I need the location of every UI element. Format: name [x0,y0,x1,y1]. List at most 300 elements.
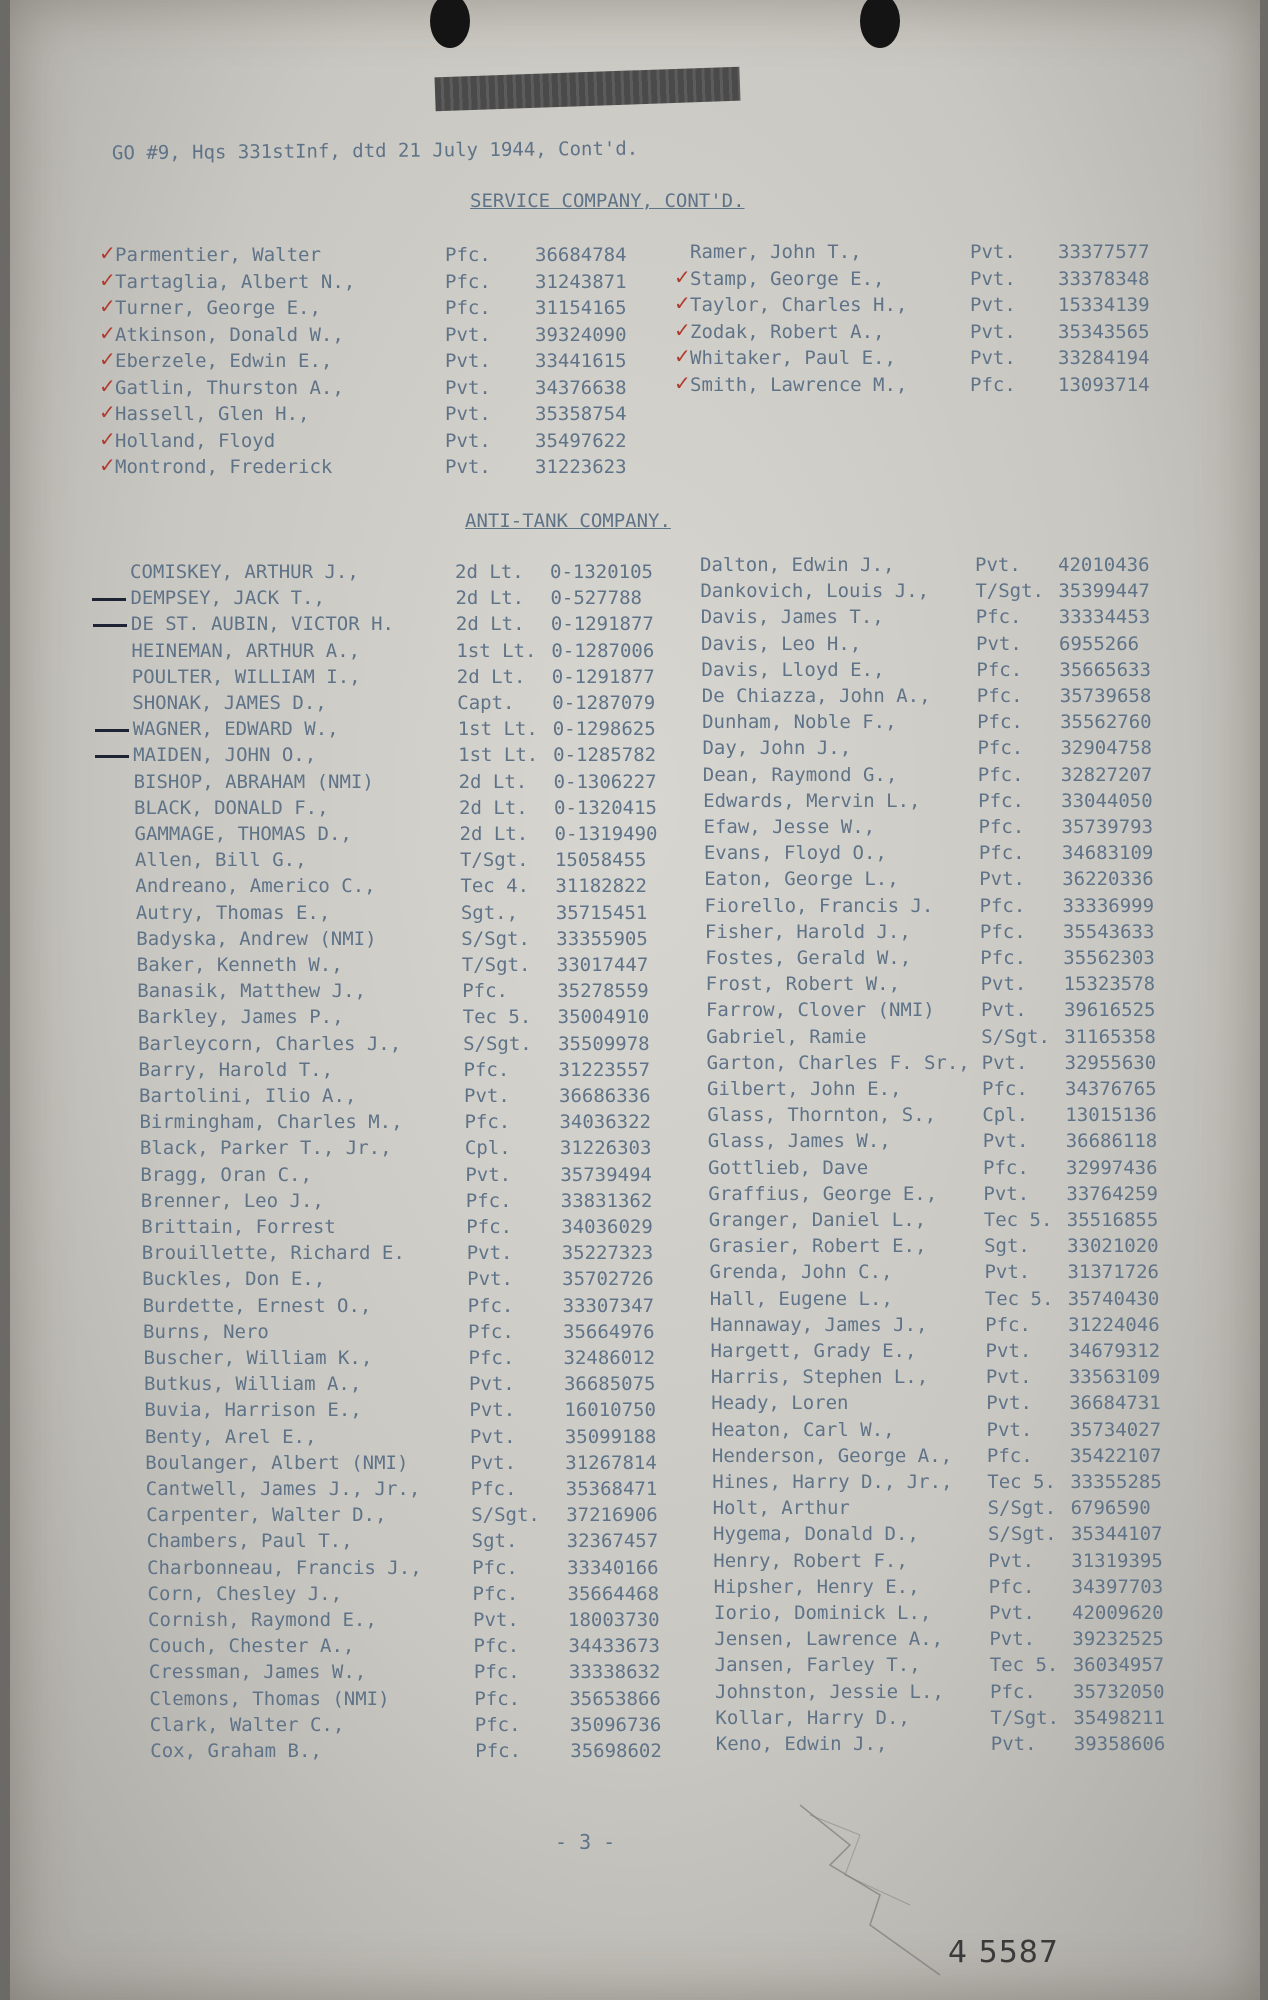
roster-name: Carpenter, Walter D., [146,1504,387,1527]
roster-serial: 32367457 [566,1530,659,1553]
roster-rank: Tec 5. [462,1006,532,1029]
roster-entry [143,1320,703,1344]
roster-entry [709,1234,1229,1258]
roster-name: Gatlin, Thurston A., [115,376,344,399]
roster-rank: Pfc. [465,1189,512,1212]
roster-serial: 39324090 [535,323,627,346]
roster-serial: 34433673 [568,1635,660,1658]
roster-name: Garton, Charles F. Sr., [706,1051,970,1074]
roster-serial: 35739793 [1061,816,1154,838]
roster-serial: 35227323 [561,1242,654,1265]
roster-entry [714,1627,1234,1651]
roster-entry [140,1163,700,1187]
roster-entry [714,1601,1234,1625]
roster-serial: 13015136 [1065,1104,1157,1127]
roster-serial: 35664976 [563,1320,655,1343]
roster-name: Black, Parker T., Jr., [139,1137,392,1160]
roster-serial: 33563109 [1068,1366,1161,1389]
roster-name: De Chiazza, John A., [701,685,931,707]
roster-serial: 36686336 [559,1085,651,1107]
roster-name: Zodak, Robert A., [690,320,885,343]
roster-name: Henderson, George A., [711,1444,953,1467]
roster-entry [148,1634,708,1658]
roster-rank: Pvt. [445,376,491,399]
roster-name: Butkus, William A., [143,1373,362,1396]
roster-entry [707,1051,1227,1075]
roster-rank: Pvt. [465,1163,512,1186]
roster-name: Boulanger, Albert (NMI) [145,1451,409,1474]
red-check-mark: ✓ [99,400,116,424]
roster-entry [134,770,694,794]
roster-entry [144,1372,704,1396]
roster-serial: 0-527788 [550,587,642,610]
roster-entry [132,665,692,689]
roster-rank: Pfc. [466,1216,513,1238]
roster-rank: Pvt. [970,294,1016,316]
roster-serial: 35278559 [557,980,649,1003]
roster-name: Buscher, William K., [143,1347,373,1369]
roster-entry [115,429,675,453]
roster-name: Hall, Eugene L., [709,1287,893,1310]
roster-serial: 32997436 [1066,1156,1158,1179]
roster-rank: Sgt., [460,901,519,924]
roster-serial: 16010750 [564,1399,656,1422]
red-check-mark: ✓ [99,347,116,371]
pen-dash-mark [93,624,127,627]
roster-serial: 15058455 [554,849,647,872]
roster-rank: Pvt. [473,1609,519,1631]
roster-rank: T/Sgt. [459,849,529,872]
roster-rank: T/Sgt. [461,954,531,976]
roster-name: Taylor, Charles H., [690,294,908,316]
roster-name: Harris, Stephen L., [710,1366,929,1389]
roster-serial: 35368471 [565,1478,658,1500]
roster-entry [707,1103,1227,1127]
roster-entry [146,1477,706,1501]
roster-entry [136,927,696,951]
roster-serial: 0-1285782 [553,744,657,767]
roster-rank: Pvt. [464,1085,510,1107]
roster-name: Dalton, Edwin J., [700,554,895,576]
roster-entry [703,789,1223,813]
document-page [10,0,1260,2000]
roster-rank: Pvt. [981,1051,1028,1074]
roster-serial: 34036322 [559,1111,651,1134]
roster-name: Eaton, George L., [704,868,899,891]
roster-rank: Tec 5. [983,1209,1053,1231]
roster-rank: Pvt. [989,1628,1036,1651]
roster-rank: Pvt. [982,1130,1029,1153]
roster-entry [702,710,1222,734]
roster-name: POULTER, WILLIAM I., [131,665,361,688]
roster-name: Brouillette, Richard E. [141,1242,405,1265]
roster-name: Day, John J., [702,737,852,760]
roster-name: Iorio, Dominick L., [714,1602,932,1624]
roster-entry [139,1084,699,1108]
roster-entry [714,1575,1234,1599]
roster-rank: Pvt. [469,1425,516,1448]
roster-name: Efaw, Jesse W., [703,816,876,838]
roster-entry [115,270,675,294]
roster-name: Cantwell, James J., Jr., [145,1478,421,1500]
roster-entry [149,1687,709,1711]
roster-serial: 35664468 [567,1582,660,1605]
archive-stamp-number: 4 5587 [948,1935,1059,1970]
roster-name: Gilbert, John E., [707,1078,902,1100]
red-check-mark: ✓ [674,291,691,315]
roster-serial: 33377577 [1058,241,1150,263]
roster-serial: 31319395 [1071,1549,1163,1572]
roster-serial: 34679312 [1068,1340,1161,1362]
roster-serial: 42009620 [1072,1602,1164,1624]
roster-name: Buvia, Harrison E., [144,1399,362,1422]
roster-serial: 31243871 [535,270,627,293]
roster-entry [137,953,697,977]
roster-name: Fostes, Gerald W., [705,947,912,969]
roster-rank: Pfc. [472,1556,518,1579]
roster-entry [115,349,675,373]
roster-rank: Pfc. [445,297,491,319]
roster-serial: 33336999 [1062,894,1155,917]
roster-serial: 33307347 [562,1294,655,1317]
roster-rank: Pvt. [469,1399,516,1422]
roster-entry [704,867,1224,891]
roster-name: Henry, Robert F., [713,1549,908,1572]
roster-name: Grasier, Robert E., [709,1235,927,1258]
roster-entry [713,1496,1233,1520]
roster-serial: 35358754 [535,403,627,425]
roster-rank: Pfc. [977,763,1024,786]
roster-rank: 1st Lt. [457,718,538,741]
roster-serial: 35497622 [535,429,627,452]
roster-entry [115,296,675,320]
roster-name: BLACK, DONALD F., [134,796,329,819]
red-check-mark: ✓ [99,453,116,477]
red-check-mark: ✓ [99,320,116,345]
pen-dash-mark [95,755,129,758]
roster-serial: 18003730 [568,1609,660,1631]
roster-name: Smith, Lawrence M., [690,373,908,396]
roster-serial: 33284194 [1058,347,1150,369]
roster-entry [712,1444,1232,1468]
roster-name: Holland, Floyd [115,429,276,452]
roster-rank: S/Sgt. [471,1504,540,1527]
roster-entry [710,1313,1230,1337]
page-number: - 3 - [555,1830,616,1854]
red-check-mark: ✓ [99,294,116,318]
roster-name: Gottlieb, Dave [708,1156,869,1179]
roster-name: Charbonneau, Francis J., [147,1556,422,1579]
roster-rank: Pvt. [989,1602,1035,1624]
roster-entry [150,1713,710,1737]
roster-entry [704,841,1224,865]
roster-entry [147,1529,707,1553]
roster-entry [711,1339,1231,1363]
red-check-mark: ✓ [99,241,116,265]
roster-name: Hygema, Donald D., [712,1523,919,1546]
roster-name: Atkinson, Donald W., [115,323,344,346]
roster-entry [133,743,693,767]
roster-name: WAGNER, EDWARD W., [132,718,339,741]
roster-rank: Pfc. [970,373,1016,396]
roster-rank: Pvt. [445,456,491,478]
roster-entry [150,1739,710,1763]
roster-entry [145,1425,705,1449]
roster-rank: Pvt. [970,347,1016,369]
roster-rank: Pvt. [986,1418,1033,1441]
roster-entry [115,402,675,426]
roster-rank: Tec 5. [984,1287,1054,1310]
roster-name: Montrond, Frederick [115,456,333,478]
roster-serial: 33764259 [1066,1182,1158,1205]
roster-entry [142,1241,702,1265]
roster-name: HEINEMAN, ARTHUR A., [131,639,361,662]
roster-serial: 0-1291877 [550,613,654,636]
roster-serial: 32955630 [1064,1051,1157,1074]
roster-serial: 35698602 [570,1740,662,1762]
roster-name: Cressman, James W., [148,1661,367,1684]
roster-rank: Pfc. [985,1313,1031,1336]
roster-entry [139,1110,699,1134]
roster-serial: 13093714 [1058,373,1150,396]
roster-name: Burdette, Ernest O., [142,1294,372,1317]
roster-name: Fisher, Harold J., [704,920,911,943]
roster-name: Hannaway, James J., [710,1313,928,1336]
roster-entry [708,1182,1228,1206]
roster-name: Heaton, Carl W., [711,1418,895,1441]
roster-rank: Pfc. [445,244,491,266]
roster-name: GAMMAGE, THOMAS D., [134,823,352,845]
roster-name: Keno, Edwin J., [715,1733,888,1755]
roster-name: Eberzele, Edwin E., [115,350,333,372]
roster-serial: 34683109 [1061,842,1154,865]
roster-entry [136,901,696,925]
roster-name: COMISKEY, ARTHUR J., [130,561,359,583]
roster-rank: Pfc. [976,658,1023,681]
roster-serial: 32486012 [563,1347,656,1369]
roster-name: Buckles, Don E., [142,1268,326,1291]
roster-rank: Pvt. [980,999,1027,1022]
roster-entry [715,1653,1235,1677]
roster-name: Granger, Daniel L., [708,1209,927,1231]
roster-serial: 35665633 [1059,658,1151,681]
roster-entry [115,376,675,400]
roster-name: Stamp, George E., [690,267,885,290]
roster-entry [713,1522,1233,1546]
roster-entry [139,1058,699,1082]
roster-serial: 37216906 [566,1504,658,1527]
roster-serial: 0-1287006 [551,639,655,662]
roster-serial: 33378348 [1058,267,1150,290]
roster-entry [709,1260,1229,1284]
roster-rank: 2d Lt. [455,587,525,610]
roster-entry [146,1503,706,1527]
roster-rank: 2d Lt. [455,561,524,583]
roster-entry [705,920,1225,944]
roster-rank: Pfc. [470,1478,517,1500]
roster-serial: 32827207 [1060,763,1153,786]
roster-rank: Pvt. [445,403,491,425]
red-check-mark: ✓ [674,317,691,342]
roster-serial: 33831362 [560,1189,653,1212]
roster-entry [690,373,1220,397]
roster-serial: 35562760 [1060,711,1152,734]
roster-entry [144,1398,704,1422]
roster-name: Barleycorn, Charles J., [138,1032,402,1055]
roster-name: Whitaker, Paul E., [690,347,896,369]
roster-serial: 33338632 [568,1661,661,1684]
roster-rank: Pvt. [445,323,491,346]
roster-name: Evans, Floyd O., [703,842,887,865]
roster-rank: Tec 5. [987,1471,1056,1493]
roster-serial: 35498211 [1073,1706,1165,1729]
roster-entry [706,998,1226,1022]
roster-name: Hargett, Grady E., [710,1340,917,1362]
roster-entry [131,639,691,663]
roster-serial: 0-1319490 [554,823,658,845]
roster-name: Corn, Chesley J., [147,1582,343,1605]
roster-entry [148,1608,708,1632]
pen-dash-mark [95,729,129,732]
roster-serial: 35734027 [1069,1418,1162,1441]
roster-rank: Pfc. [474,1687,521,1710]
roster-name: Burns, Nero [143,1320,269,1343]
roster-entry [115,323,675,347]
roster-entry [708,1156,1228,1180]
roster-name: Graffius, George E., [708,1182,938,1205]
roster-serial: 39232525 [1072,1628,1164,1651]
red-check-mark: ✓ [99,373,116,398]
roster-rank: Pfc. [977,711,1023,734]
roster-rank: Pvt. [988,1549,1035,1572]
roster-entry [690,346,1220,370]
red-check-mark: ✓ [674,264,691,289]
roster-serial: 33021020 [1067,1235,1159,1258]
roster-name: Allen, Bill G., [134,849,307,872]
roster-name: Jansen, Farley T., [714,1654,921,1677]
roster-name: Chambers, Paul T., [146,1530,353,1553]
roster-rank: Pvt. [976,632,1022,655]
roster-entry [715,1680,1235,1704]
roster-rank: Pfc. [990,1680,1036,1703]
roster-rank: Pfc. [462,980,508,1003]
roster-rank: Pfc. [979,920,1026,943]
order-header-line: GO #9, Hqs 331stInf, dtd 21 July 1944, Cont'd. [111,137,639,165]
roster-rank: Pfc. [475,1740,522,1762]
roster-serial: 35004910 [557,1006,650,1029]
roster-serial: 0-1320415 [554,796,657,819]
roster-name: Hassell, Glen H., [115,403,310,425]
roster-name: Clark, Walter C., [149,1713,345,1736]
roster-name: Badyska, Andrew (NMI) [136,927,377,950]
roster-serial: 35562303 [1063,947,1155,969]
roster-rank: Pvt. [985,1340,1032,1362]
roster-rank: Pfc. [978,842,1025,865]
roster-entry [710,1287,1230,1311]
roster-serial: 33340166 [567,1556,659,1579]
roster-serial: 31226303 [559,1137,652,1160]
roster-entry [716,1732,1236,1756]
roster-rank: S/Sgt. [981,1025,1050,1048]
roster-entry [700,553,1220,577]
roster-entry [142,1267,702,1291]
roster-entry [141,1215,701,1239]
roster-name: DE ST. AUBIN, VICTOR H. [130,613,394,636]
roster-serial: 35740430 [1067,1287,1160,1310]
roster-serial: 35739658 [1059,685,1152,707]
roster-entry [703,763,1223,787]
roster-rank: Pvt. [445,350,491,372]
roster-name: Farrow, Clover (NMI) [705,999,935,1022]
roster-entry [707,1077,1227,1101]
roster-entry [706,1025,1226,1049]
roster-rank: Cpl. [982,1104,1029,1127]
roster-serial: 35702726 [562,1268,654,1291]
roster-name: Bragg, Oran C., [140,1163,312,1186]
roster-entry [702,684,1222,708]
roster-name: Johnston, Jessie L., [715,1680,944,1703]
roster-rank: 1st Lt. [456,639,537,662]
roster-rank: 2d Lt. [455,613,525,636]
roster-serial: 31223623 [535,456,627,478]
roster-name: Cox, Graham B., [150,1740,322,1762]
punch-hole-right [860,0,900,48]
roster-name: Hipsher, Henry E., [713,1575,920,1598]
roster-entry [143,1294,703,1318]
roster-serial: 36685075 [563,1373,656,1396]
roster-rank: Pfc. [473,1635,520,1658]
roster-serial: 35543633 [1062,920,1155,943]
roster-entry [133,717,693,741]
roster-serial: 33355285 [1070,1471,1162,1493]
roster-entry [115,455,675,479]
roster-name: Banasik, Matthew J., [137,980,366,1003]
roster-entry [131,612,691,636]
roster-serial: 36684784 [535,244,627,266]
anti-tank-company-title: ANTI-TANK COMPANY. [465,510,671,532]
roster-rank: T/Sgt. [975,580,1044,603]
roster-serial: 35509978 [558,1032,650,1055]
roster-name: MAIDEN, JOHN O., [133,744,317,767]
red-check-mark: ✓ [99,426,116,451]
roster-entry [115,243,675,267]
roster-name: Glass, Thornton, S., [707,1104,937,1127]
roster-rank: S/Sgt. [987,1523,1057,1546]
roster-entry [130,586,690,610]
roster-rank: 1st Lt. [458,744,539,767]
roster-rank: Pvt. [986,1392,1032,1415]
roster-rank: T/Sgt. [990,1706,1060,1729]
roster-serial: 15334139 [1058,294,1150,316]
roster-entry [149,1660,709,1684]
roster-serial: 33044050 [1061,789,1153,812]
roster-name: Davis, Leo H., [701,632,862,655]
roster-rank: Sgt. [984,1235,1030,1258]
roster-serial: 35096736 [569,1713,662,1736]
roster-serial: 35732050 [1073,1680,1165,1703]
roster-name: Couch, Chester A., [148,1635,355,1658]
roster-name: Tartaglia, Albert N., [115,270,356,293]
roster-rank: Pfc. [986,1444,1033,1467]
roster-entry [701,658,1221,682]
roster-serial: 36034957 [1072,1654,1165,1677]
roster-rank: Pfc. [976,685,1023,707]
roster-rank: Sgt. [471,1530,518,1553]
roster-serial: 15323578 [1063,973,1156,996]
punch-hole-left [430,0,470,48]
roster-rank: Pfc. [979,894,1026,917]
roster-serial: 31182822 [555,875,647,898]
